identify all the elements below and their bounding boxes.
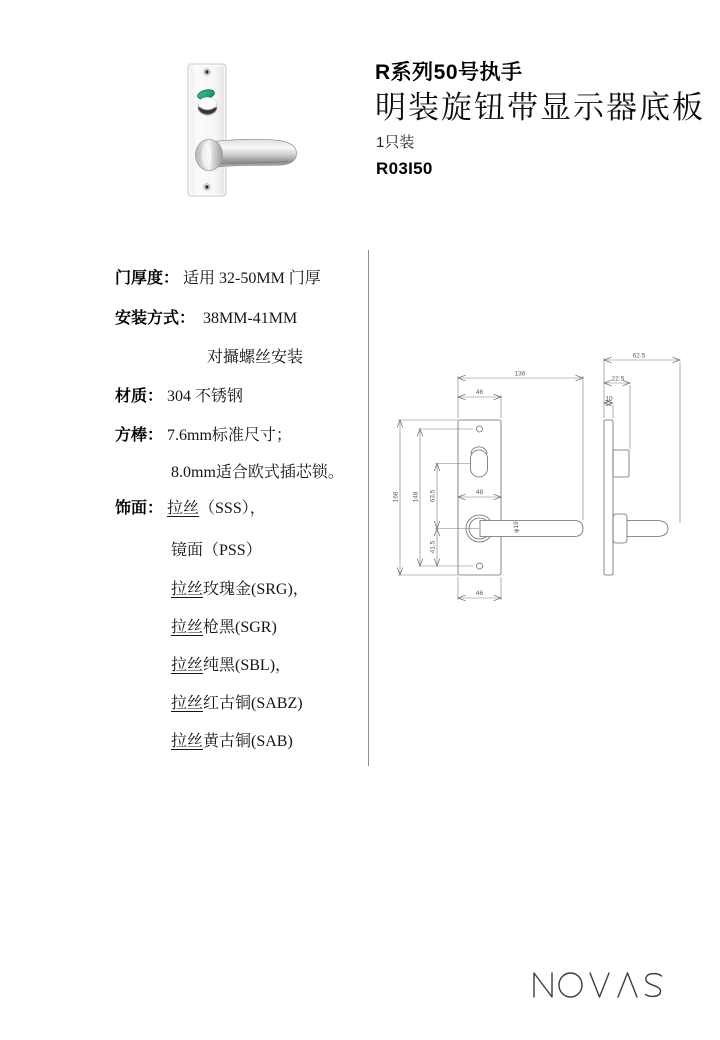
technical-drawing bbox=[385, 350, 700, 620]
dim-overall-depth: 62.5 bbox=[632, 352, 646, 360]
vertical-divider bbox=[368, 250, 369, 766]
front-dimension-labels bbox=[393, 371, 526, 598]
side-lever-boss bbox=[613, 514, 627, 543]
spec-label: 方棒： bbox=[115, 427, 164, 444]
front-view bbox=[458, 420, 583, 575]
side-dimensions bbox=[604, 358, 680, 523]
dim-lever-to-hole: 41.5 bbox=[429, 540, 437, 554]
spec-door-thickness: 门厚度： 适用 32-50MM 门厚 bbox=[115, 270, 321, 287]
spec-finish-pss: 镜面（PSS） bbox=[171, 542, 262, 559]
photo-thumbturn bbox=[198, 97, 217, 115]
front-screw-hole-top bbox=[477, 426, 483, 432]
dim-plate-width-top: 46 bbox=[475, 389, 484, 396]
photo-backplate bbox=[188, 64, 226, 196]
front-thumbturn-slot bbox=[471, 450, 488, 477]
spec-finish-sss: 饰面： 拉丝（SSS）， bbox=[115, 500, 266, 517]
pack-quantity: 1只装 bbox=[376, 134, 415, 151]
side-lever-bar bbox=[627, 521, 668, 537]
spec-install-method: 安装方式： 38MM-41MM bbox=[115, 310, 298, 327]
dim-knob-depth: 22.5 bbox=[611, 375, 625, 383]
novas-logo-icon bbox=[533, 972, 683, 999]
side-view bbox=[604, 420, 668, 575]
spec-install-note: 对攝螺丝安装 bbox=[207, 349, 304, 366]
front-plate bbox=[458, 420, 501, 575]
spec-label: 饰面： bbox=[115, 500, 164, 517]
spec-finish-sgr: 拉丝枪黑(SGR) bbox=[171, 619, 277, 636]
series-title: R系列50号执手 bbox=[375, 61, 523, 84]
photo-lever-handle bbox=[196, 139, 297, 170]
photo-screw-top bbox=[204, 69, 211, 76]
front-screw-hole-bottom bbox=[477, 563, 483, 569]
dim-turn-to-lever: 63.5 bbox=[429, 489, 437, 503]
dim-overall-height: 168 bbox=[392, 491, 400, 503]
spec-finish-sabz: 拉丝红古铜(SABZ) bbox=[171, 695, 303, 712]
spec-material: 材质： 304 不锈钢 bbox=[115, 388, 244, 405]
spec-spindle-note: 8.0mm适合欧式插芯锁。 bbox=[171, 464, 344, 481]
spec-label: 安装方式： bbox=[115, 310, 196, 327]
dim-overall-width: 136 bbox=[514, 370, 526, 378]
front-dimensions bbox=[398, 376, 583, 600]
side-thumbturn-knob bbox=[613, 450, 629, 477]
dim-plate-width-bottom: 46 bbox=[475, 590, 484, 597]
photo-screw-bottom bbox=[204, 184, 211, 191]
side-plate bbox=[604, 420, 613, 575]
model-code: R03I50 bbox=[376, 159, 433, 178]
spec-finish-sab: 拉丝黄古铜(SAB) bbox=[171, 733, 293, 750]
spec-label: 门厚度： bbox=[115, 270, 180, 287]
product-photo bbox=[150, 55, 320, 205]
product-title: 明装旋钮带显示器底板 bbox=[375, 90, 705, 125]
spec-finish-sbl: 拉丝纯黑(SBL)， bbox=[171, 657, 292, 674]
brand-logo bbox=[533, 972, 683, 1004]
front-lever-bar bbox=[480, 521, 583, 537]
spec-spindle: 方棒： 7.6mm标准尺寸； bbox=[115, 427, 292, 444]
spec-label: 材质： bbox=[115, 388, 164, 405]
dim-plate-width-mid: 48 bbox=[475, 489, 484, 496]
dim-plate-thickness: 10 bbox=[605, 395, 613, 403]
spec-finish-srg: 拉丝玫瑰金(SRG)， bbox=[171, 581, 309, 598]
dim-hole-spacing: 148 bbox=[412, 491, 420, 503]
dim-lever-diameter: φ19 bbox=[513, 521, 520, 533]
